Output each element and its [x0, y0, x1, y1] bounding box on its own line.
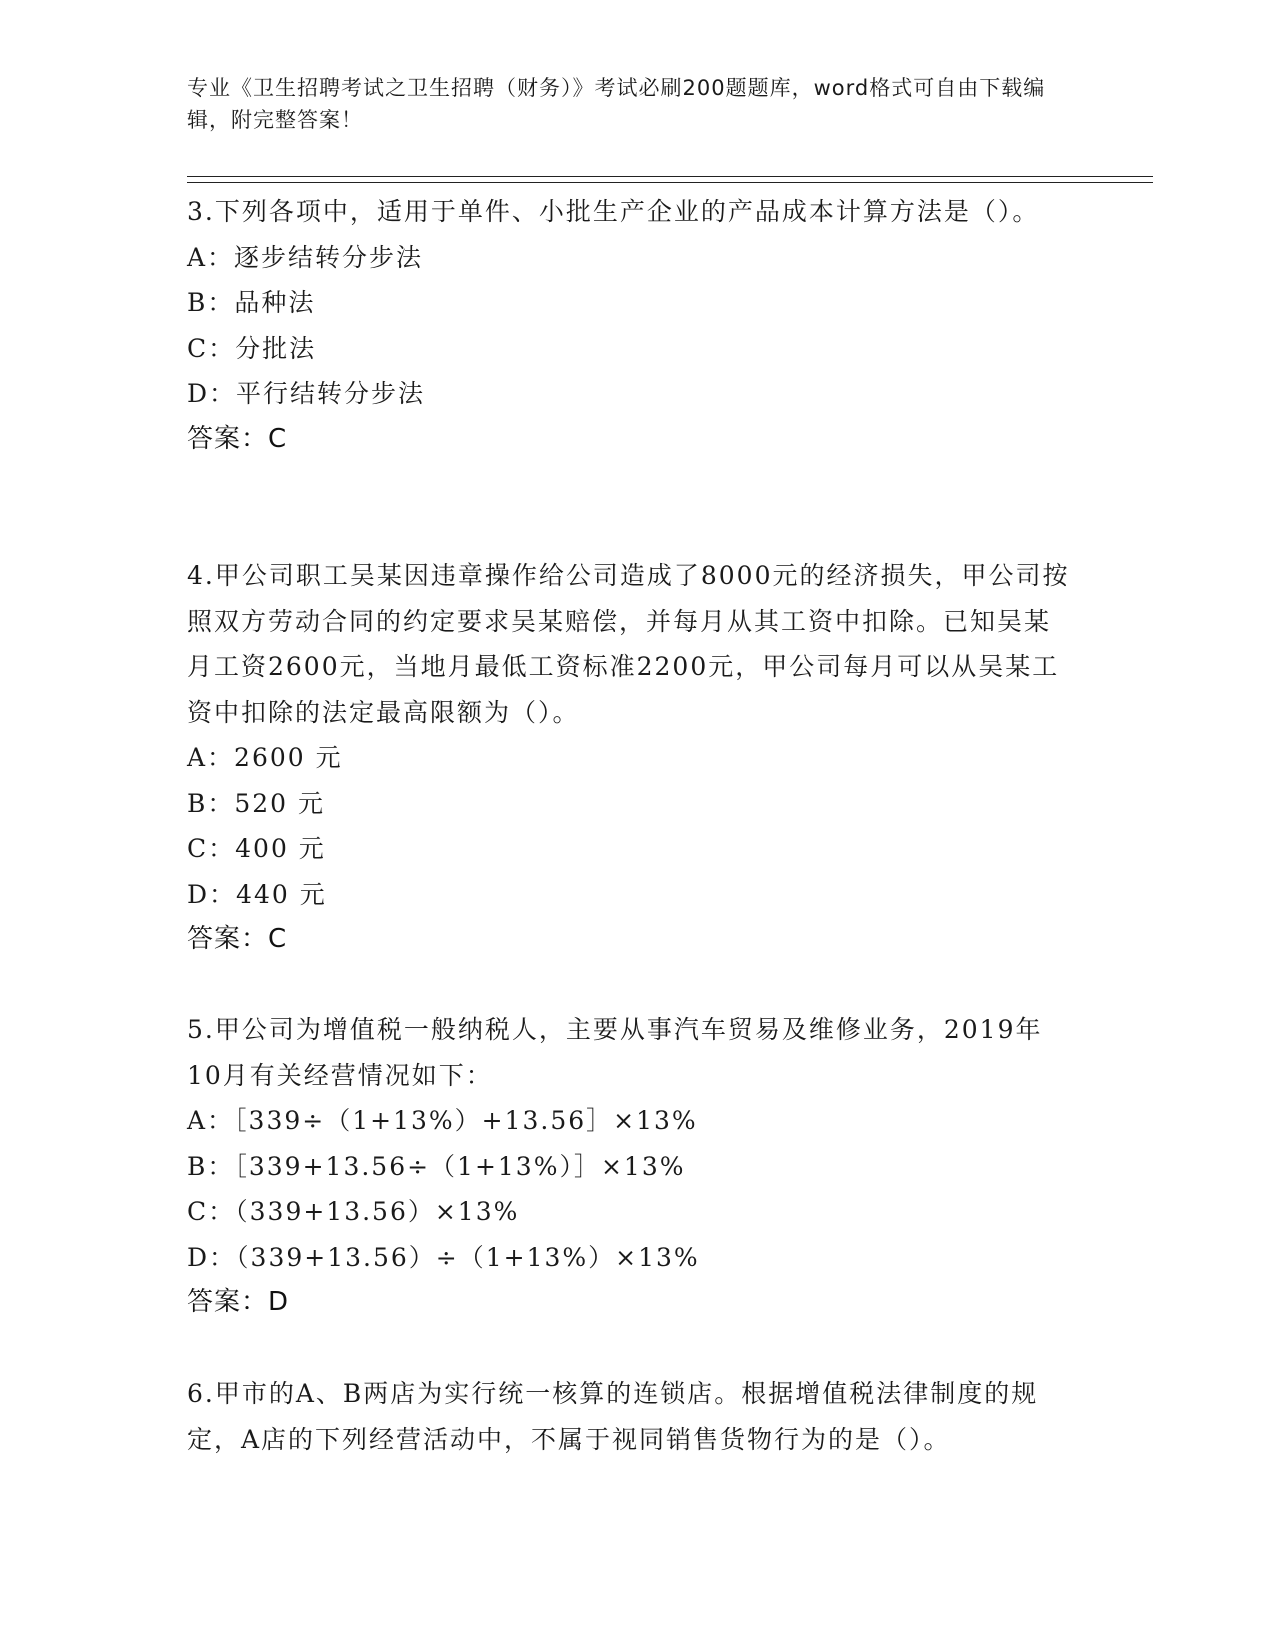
header-divider-bottom — [187, 182, 1153, 183]
option-a: A：［339÷（1+13%）+13.56］×13% — [187, 1106, 698, 1135]
question-stem: 6.甲市的A、B两店为实行统一核算的连锁店。根据增值税法律制度的规定，A店的下列经营活动中，不属于视同销售货物行为的是（）。 — [187, 1379, 1039, 1454]
option-a: A：2600 元 — [187, 743, 343, 772]
option-c: C：（339+13.56）×13% — [187, 1197, 520, 1226]
option-d: D：（339+13.56）÷（1+13%）×13% — [187, 1242, 700, 1272]
answer-line: 答案：C — [187, 423, 288, 454]
question-stem: 4.甲公司职工吴某因违章操作给公司造成了8000元的经济损失，甲公司按照双方劳动合同的约定要求吴某赔偿，并每月从其工资中扣除。已知吴某月工资2600元，当地月最低工资标准2200元，甲公司每月可以从吴某工资中扣除的法定最高限额为（）。 — [187, 561, 1070, 727]
option-b: B：520 元 — [187, 788, 326, 818]
option-c: C：分批法 — [187, 333, 317, 363]
question-4 — [187, 553, 1077, 963]
option-b: B：品种法 — [187, 288, 316, 317]
answer-line: 答案：C — [187, 924, 288, 954]
option-a: A：逐步结转分步法 — [187, 242, 424, 272]
answer-line: 答案：D — [187, 1287, 290, 1317]
question-stem: 5.甲公司为增值税一般纳税人，主要从事汽车贸易及维修业务，2019年10月有关经营情况如下： — [187, 1015, 1043, 1090]
option-d: D：平行结转分步法 — [187, 379, 426, 408]
question-stem: 3.下列各项中，适用于单件、小批生产企业的产品成本计算方法是（）。 — [187, 197, 1040, 226]
question-5 — [187, 1007, 1077, 1326]
option-d: D：440 元 — [187, 879, 327, 909]
question-3 — [187, 189, 1077, 462]
option-c: C：400 元 — [187, 834, 326, 863]
document-header: 专业《卫生招聘考试之卫生招聘（财务）》考试必刷200题题库，word格式可自由下载编辑，附完整答案！ — [187, 76, 1046, 132]
header-divider-top — [187, 176, 1153, 177]
question-6 — [187, 1371, 1077, 1462]
option-b: B：［339+13.56÷（1+13%）］×13% — [187, 1151, 686, 1181]
